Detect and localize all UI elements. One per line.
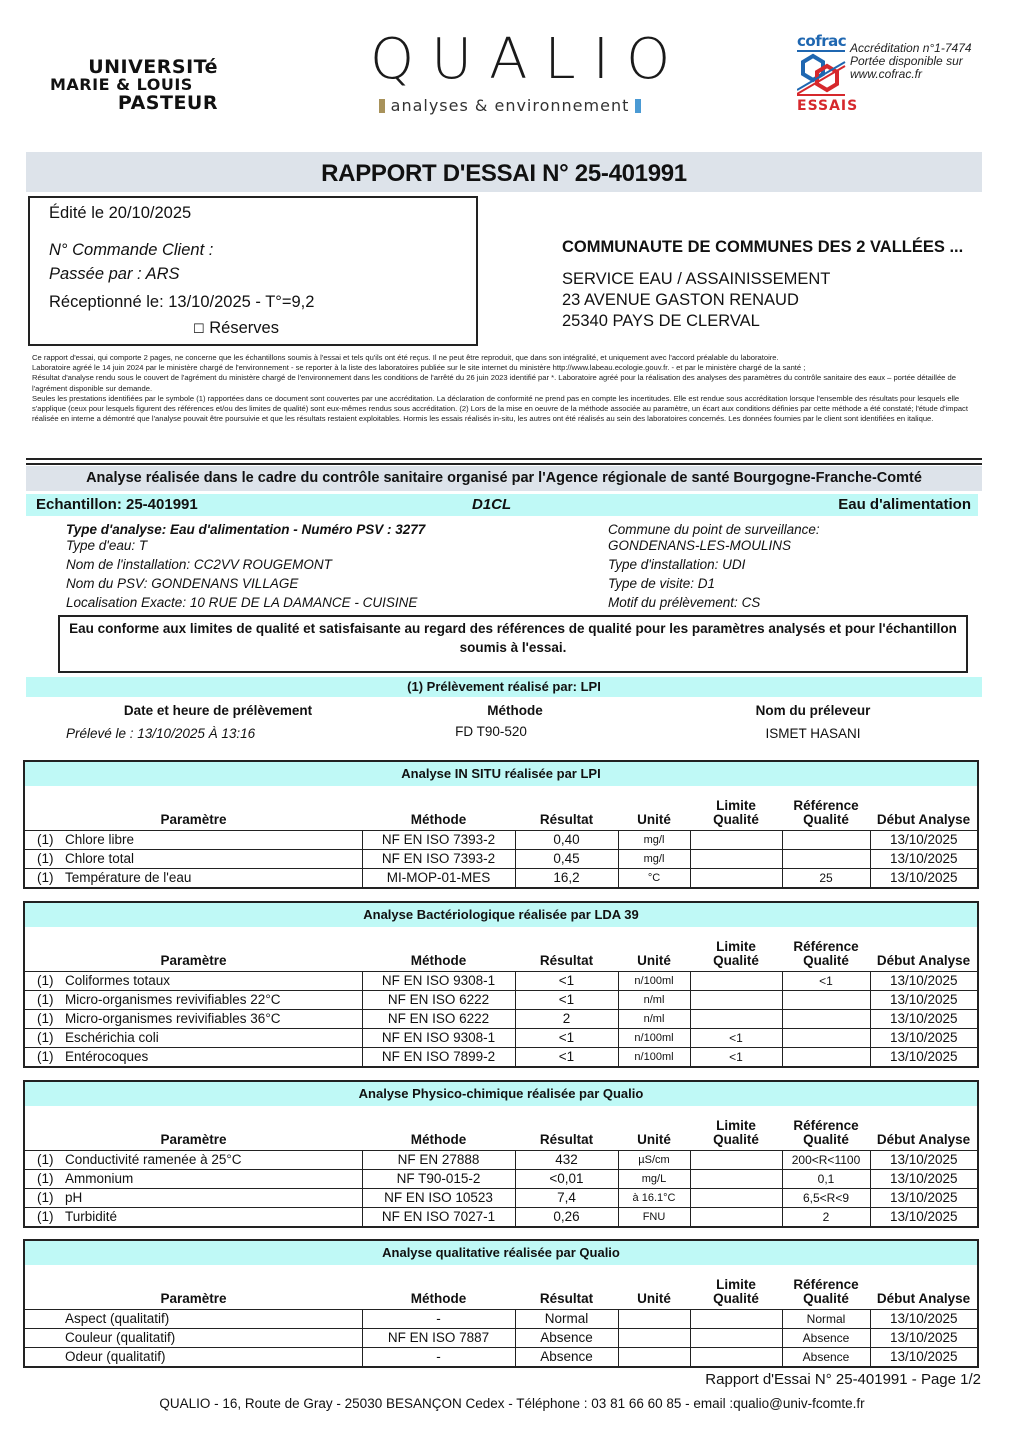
parameter-name: Turbidité <box>65 1209 118 1224</box>
qualio-brand: QUALIO <box>370 27 688 92</box>
cell-methode: NF EN ISO 9308-1 <box>362 972 515 991</box>
cell-parametre <box>25 991 362 1010</box>
sample-id: Echantillon: 25-401991 <box>36 496 198 513</box>
cell-methode: NF EN ISO 7887 <box>362 1329 515 1348</box>
cell-unite: n/100ml <box>618 1048 690 1067</box>
header-limite-qualite-text: Limite <box>716 939 756 954</box>
header-methode <box>362 1106 515 1151</box>
cell-limite-qualite <box>690 869 782 888</box>
cell-debut-analyse: 13/10/2025 <box>870 1310 977 1329</box>
header-resultat <box>515 927 618 972</box>
cell-methode: NF EN ISO 7899-2 <box>362 1048 515 1067</box>
header-reference-qualite-text: Qualité <box>803 953 849 968</box>
table-header-row <box>25 927 977 972</box>
cell-parametre <box>25 1029 362 1048</box>
cell-limite-qualite: <1 <box>690 1029 782 1048</box>
parameter-name: Aspect (qualitatif) <box>65 1311 170 1326</box>
analysis-table <box>23 901 979 1068</box>
cell-limite-qualite <box>690 991 782 1010</box>
table-row <box>25 1151 977 1170</box>
cell-limite-qualite <box>690 1151 782 1170</box>
cell-reference-qualite: 0,1 <box>782 1170 870 1189</box>
cell-methode: NF EN ISO 9308-1 <box>362 1029 515 1048</box>
cell-parametre <box>25 850 362 869</box>
parameter-name: Micro-organismes revivifiables 36°C <box>65 1011 281 1026</box>
cell-parametre <box>25 1151 362 1170</box>
table-row <box>25 1048 977 1067</box>
cell-methode: NF EN ISO 7393-2 <box>362 850 515 869</box>
header-methode-text: Méthode <box>410 1132 467 1147</box>
table-title: Analyse Bactériologique réalisée par LDA 39 <box>25 903 977 927</box>
cell-parametre <box>25 869 362 888</box>
header-debut-analyse <box>870 786 977 831</box>
commune-value: GONDENANS-LES-MOULINS <box>608 538 792 553</box>
cell-limite-qualite <box>690 1208 782 1227</box>
cell-parametre <box>25 1329 362 1348</box>
cell-resultat: <1 <box>515 1029 618 1048</box>
edited-date: Édité le 20/10/2025 <box>49 204 192 222</box>
reserves-label: Réserves <box>209 319 279 337</box>
header-reference-qualite-text: Référence <box>793 939 859 954</box>
accreditation-marker: (1) <box>37 1171 54 1186</box>
cofrac-name: cofrac <box>797 32 847 50</box>
header-reference-qualite-text: Qualité <box>803 1132 849 1147</box>
header-resultat <box>515 1106 618 1151</box>
cell-methode: NF EN ISO 6222 <box>362 991 515 1010</box>
header-resultat <box>515 786 618 831</box>
university-logo <box>50 58 218 112</box>
accreditation-marker: (1) <box>37 851 54 866</box>
university-logo-line2: MARIE & LOUIS <box>50 75 193 94</box>
table-row <box>25 1208 977 1227</box>
cell-debut-analyse: 13/10/2025 <box>870 1151 977 1170</box>
header-debut-analyse <box>870 927 977 972</box>
cell-reference-qualite: Absence <box>782 1348 870 1367</box>
legal-disclaimer <box>32 353 980 424</box>
table-header-row <box>25 786 977 831</box>
psv-name: Nom du PSV: GONDENANS VILLAGE <box>66 576 299 591</box>
cell-resultat: Absence <box>515 1348 618 1367</box>
divider <box>26 458 982 460</box>
analysis-table <box>23 1239 979 1368</box>
header-parametre <box>25 786 362 831</box>
header-unite <box>618 1106 690 1151</box>
header-limite-qualite <box>690 927 782 972</box>
parameter-name: Micro-organismes revivifiables 22°C <box>65 992 281 1007</box>
header-methode-text: Méthode <box>410 812 467 827</box>
header-resultat-text: Résultat <box>539 812 594 827</box>
table-row <box>25 831 977 850</box>
table-header-row <box>25 1265 977 1310</box>
analysis-table <box>23 760 979 889</box>
cell-debut-analyse: 13/10/2025 <box>870 850 977 869</box>
accreditation-marker: (1) <box>37 832 54 847</box>
header-reference-qualite-text: Qualité <box>803 1291 849 1306</box>
table-row <box>25 850 977 869</box>
header-reference-qualite-text: Référence <box>793 798 859 813</box>
sample-type: Eau d'alimentation <box>838 496 971 513</box>
header-limite-qualite-text: Qualité <box>713 1291 759 1306</box>
table-row <box>25 1310 977 1329</box>
cell-unite: µS/cm <box>618 1151 690 1170</box>
installation-name: Nom de l'installation: CC2VV ROUGEMONT <box>66 557 332 572</box>
cell-reference-qualite: Absence <box>782 1329 870 1348</box>
header-resultat <box>515 1265 618 1310</box>
client-address-line1: SERVICE EAU / ASSAINISSEMENT <box>562 270 831 288</box>
qualio-logo <box>360 27 688 115</box>
cell-debut-analyse: 13/10/2025 <box>870 1029 977 1048</box>
cell-debut-analyse: 13/10/2025 <box>870 831 977 850</box>
cell-parametre <box>25 1189 362 1208</box>
cell-limite-qualite <box>690 972 782 991</box>
cell-parametre <box>25 1010 362 1029</box>
cell-limite-qualite <box>690 1329 782 1348</box>
cell-resultat: <1 <box>515 1048 618 1067</box>
client-order-number: N° Commande Client : <box>49 241 214 259</box>
cofrac-accreditation-text <box>850 42 972 81</box>
accreditation-marker: (1) <box>37 973 54 988</box>
header-limite-qualite-text: Qualité <box>713 812 759 827</box>
cell-reference-qualite: Normal <box>782 1310 870 1329</box>
cell-methode: - <box>362 1348 515 1367</box>
header-reference-qualite <box>782 927 870 972</box>
cell-reference-qualite <box>782 831 870 850</box>
cell-reference-qualite: 2 <box>782 1208 870 1227</box>
cell-resultat: 0,26 <box>515 1208 618 1227</box>
cell-methode: - <box>362 1310 515 1329</box>
header-resultat-text: Résultat <box>539 1291 594 1306</box>
header-parametre <box>25 1265 362 1310</box>
client-name: COMMUNAUTE DE COMMUNES DES 2 VALLÉES ... <box>562 238 964 256</box>
reserves-checkbox[interactable]: ☐ <box>193 321 205 336</box>
cell-unite: à 16.1°C <box>618 1189 690 1208</box>
header-unite-text: Unité <box>637 812 671 827</box>
table-title: Analyse IN SITU réalisée par LPI <box>25 762 977 786</box>
cell-methode: MI-MOP-01-MES <box>362 869 515 888</box>
header-debut-analyse-text: Début Analyse <box>876 1291 971 1306</box>
table-row <box>25 1010 977 1029</box>
cell-debut-analyse: 13/10/2025 <box>870 1170 977 1189</box>
accreditation-number: Accréditation n°1-7474 <box>850 41 972 55</box>
cell-parametre <box>25 1170 362 1189</box>
cell-resultat: 0,45 <box>515 850 618 869</box>
cell-debut-analyse: 13/10/2025 <box>870 1329 977 1348</box>
cofrac-link[interactable]: www.cofrac.fr <box>850 67 923 81</box>
header-unite <box>618 1265 690 1310</box>
cell-parametre <box>25 972 362 991</box>
accreditation-marker: (1) <box>37 1152 54 1167</box>
disclaimer-paragraph: Ce rapport d'essai, qui comporte 2 pages, ne concerne que les échantillons soumis à l'essai et tels qu'ils ont été reçus. Il ne peut être reproduit, que dans son intégralité, et uniquement avec l'accord préalable du laboratoire. <box>32 353 779 362</box>
cell-resultat: 7,4 <box>515 1189 618 1208</box>
table-title: Analyse Physico-chimique réalisée par Qualio <box>25 1082 977 1106</box>
cell-methode: NF EN ISO 7393-2 <box>362 831 515 850</box>
cell-unite: FNU <box>618 1208 690 1227</box>
cell-debut-analyse: 13/10/2025 <box>870 869 977 888</box>
table-row <box>25 869 977 888</box>
reserves-row <box>193 319 279 338</box>
cell-resultat: <1 <box>515 991 618 1010</box>
disclaimer-paragraph: Résultat d'analyse rendu sous le couvert de l'agrément du ministère chargé de l'environnement dans les conditions de l'arrêté du 26 juin 2023 identifié par *. Laboratoire agréé pour la réalisation des analyses des paramètres du contrôle sanitaire des eaux – portée détaillée de l'agrément disponible sur demande. <box>32 373 956 393</box>
cell-limite-qualite <box>690 1310 782 1329</box>
header-parametre-text: Paramètre <box>160 812 227 827</box>
disclaimer-paragraph: Seules les prestations identifiées par le symbole (1) rapportées dans ce document sont couvertes par une accréditation. La déclaration de conformité ne prend pas en compte les incertitudes. Elle est rendue sous accréditation lorsque l'ensemble des résultats pour lesquels elle s'applique (ceux pour lesquels figurent des références et/ou des limites de qualité) sont eux-mêmes rendus sous accréditation. (2) Lors de la mise en oeuvre de la méthode associée au paramètre, un écart aux conditions définies par cette méthode a été constaté; l'étude d'impact réalisée en interne a démontré que l'analyse pouvait être poursuivie et que les résultats restaient exploitables. Hormis les essais réalisés in-situ, les autres ont été réalisés au sein des laboratoires concernés. Les données fournies par le client sont identifiées en italique. <box>32 393 968 424</box>
ordered-by: Passée par : ARS <box>49 265 180 283</box>
cell-limite-qualite <box>690 1189 782 1208</box>
cofrac-accreditation <box>797 32 997 117</box>
accreditation-marker: (1) <box>37 870 54 885</box>
client-address-line2: 23 AVENUE GASTON RENAUD <box>562 291 799 309</box>
page-indicator: Rapport d'Essai N° 25-401991 - Page 1/2 <box>705 1371 981 1388</box>
cell-methode: NF EN 27888 <box>362 1151 515 1170</box>
commune-label: Commune du point de surveillance: <box>608 522 820 537</box>
cell-resultat: Absence <box>515 1329 618 1348</box>
table-row <box>25 1189 977 1208</box>
university-logo-line3: PASTEUR <box>117 92 218 114</box>
table-header-row <box>25 1106 977 1151</box>
cell-debut-analyse: 13/10/2025 <box>870 991 977 1010</box>
parameter-name: pH <box>65 1190 83 1205</box>
cell-unite: n/100ml <box>618 972 690 991</box>
header-methode-text: Méthode <box>410 953 467 968</box>
cell-limite-qualite <box>690 1010 782 1029</box>
sampling-reason: Motif du prélèvement: CS <box>608 595 761 610</box>
header-resultat-text: Résultat <box>539 1132 594 1147</box>
parameter-name: Odeur (qualitatif) <box>65 1349 166 1364</box>
cell-limite-qualite: <1 <box>690 1048 782 1067</box>
header-reference-qualite-text: Référence <box>793 1118 859 1133</box>
report-title: RAPPORT D'ESSAI N° 25-401991 <box>26 152 982 192</box>
cell-unite <box>618 1348 690 1367</box>
header-methode <box>362 927 515 972</box>
header-reference-qualite <box>782 1106 870 1151</box>
header-unite <box>618 786 690 831</box>
cell-resultat: <1 <box>515 972 618 991</box>
accreditation-marker: (1) <box>37 1030 54 1045</box>
cell-debut-analyse: 13/10/2025 <box>870 1208 977 1227</box>
analysis-type: Type d'analyse: Eau d'alimentation - Numéro PSV : 3277 <box>66 522 426 537</box>
cell-unite <box>618 1310 690 1329</box>
analysis-table <box>23 1080 979 1228</box>
header-limite-qualite-text: Limite <box>716 1277 756 1292</box>
cell-reference-qualite: <1 <box>782 972 870 991</box>
cell-debut-analyse: 13/10/2025 <box>870 1348 977 1367</box>
accreditation-marker: (1) <box>37 1011 54 1026</box>
cell-reference-qualite: 25 <box>782 869 870 888</box>
header-limite-qualite-text: Qualité <box>713 1132 759 1147</box>
header-reference-qualite <box>782 1265 870 1310</box>
header-limite-qualite <box>690 786 782 831</box>
disclaimer-paragraph: Laboratoire agréé le 14 juin 2024 par le ministère chargé de l'environnement - se reporter à la liste des laboratoires publiée sur le site internet du ministère http://www.labeau.ecologie.gouv.fr. - et par le ministère chargé de la santé ; <box>32 363 806 373</box>
cell-unite: n/ml <box>618 1010 690 1029</box>
order-info-box <box>28 196 478 346</box>
header-limite-qualite <box>690 1265 782 1310</box>
sampler-name: ISMET HASANI <box>765 726 861 741</box>
sampling-banner: (1) Prélèvement réalisé par: LPI <box>26 677 982 697</box>
header-parametre <box>25 927 362 972</box>
parameter-name: Entérocoques <box>65 1049 149 1064</box>
cell-parametre <box>25 1208 362 1227</box>
parameter-name: Conductivité ramenée à 25°C <box>65 1152 242 1167</box>
parameter-name: Coliformes totaux <box>65 973 171 988</box>
accreditation-scope: Portée disponible sur <box>850 54 963 68</box>
client-address <box>562 238 963 332</box>
accreditation-marker: (1) <box>37 1209 54 1224</box>
header-unite-text: Unité <box>637 953 671 968</box>
visit-type: Type de visite: D1 <box>608 576 716 591</box>
header-parametre-text: Paramètre <box>160 1291 227 1306</box>
header-limite-qualite <box>690 1106 782 1151</box>
cell-limite-qualite <box>690 1348 782 1367</box>
cell-reference-qualite: 200<R<1100 <box>782 1151 870 1170</box>
cell-unite <box>618 1329 690 1348</box>
header-reference-qualite-text: Référence <box>793 1277 859 1292</box>
parameter-name: Chlore libre <box>65 832 135 847</box>
parameter-name: Chlore total <box>65 851 135 866</box>
cell-parametre <box>25 831 362 850</box>
installation-type: Type d'installation: UDI <box>608 557 746 572</box>
cell-unite: n/ml <box>618 991 690 1010</box>
accreditation-marker: (1) <box>37 1190 54 1205</box>
cell-parametre <box>25 1348 362 1367</box>
received-date: Réceptionné le: 13/10/2025 - T°=9,2 <box>49 293 315 311</box>
cell-debut-analyse: 13/10/2025 <box>870 1048 977 1067</box>
header-debut-analyse-text: Début Analyse <box>876 812 971 827</box>
cell-debut-analyse: 13/10/2025 <box>870 972 977 991</box>
cell-methode: NF EN ISO 6222 <box>362 1010 515 1029</box>
cell-resultat: Normal <box>515 1310 618 1329</box>
header-resultat-text: Résultat <box>539 953 594 968</box>
cofrac-essais-label: ESSAIS <box>797 98 859 114</box>
cell-resultat: <0,01 <box>515 1170 618 1189</box>
divider <box>26 463 982 465</box>
sample-bar <box>26 494 978 516</box>
qualio-tagline: analyses & environnement <box>390 96 630 115</box>
lab-address-footer: QUALIO - 16, Route de Gray - 25030 BESANÇON Cedex - Téléphone : 03 81 66 60 85 - email :qualio@univ-fcomte.fr <box>159 1396 865 1411</box>
client-address-line3: 25340 PAYS DE CLERVAL <box>562 312 760 330</box>
cell-resultat: 2 <box>515 1010 618 1029</box>
cell-debut-analyse: 13/10/2025 <box>870 1189 977 1208</box>
cell-reference-qualite <box>782 991 870 1010</box>
header-reference-qualite-text: Qualité <box>803 812 849 827</box>
header-limite-qualite-text: Limite <box>716 798 756 813</box>
cell-parametre <box>25 1310 362 1329</box>
sampling-header-sampler: Nom du préleveur <box>755 703 871 718</box>
header-parametre-text: Paramètre <box>160 953 227 968</box>
cell-resultat: 0,40 <box>515 831 618 850</box>
cell-methode: NF EN ISO 7027-1 <box>362 1208 515 1227</box>
water-type: Type d'eau: T <box>66 538 148 553</box>
header-limite-qualite-text: Limite <box>716 1118 756 1133</box>
parameter-name: Ammonium <box>65 1171 134 1186</box>
cell-reference-qualite <box>782 1010 870 1029</box>
header-unite-text: Unité <box>637 1132 671 1147</box>
accreditation-marker: (1) <box>37 992 54 1007</box>
cell-reference-qualite: 6,5<R<9 <box>782 1189 870 1208</box>
header-debut-analyse-text: Début Analyse <box>876 1132 971 1147</box>
header-methode-text: Méthode <box>410 1291 467 1306</box>
exact-location: Localisation Exacte: 10 RUE DE LA DAMANCE - CUISINE <box>66 595 418 610</box>
table-row <box>25 991 977 1010</box>
header-parametre-text: Paramètre <box>160 1132 227 1147</box>
cell-reference-qualite <box>782 1029 870 1048</box>
table-row <box>25 1029 977 1048</box>
table-row <box>25 1170 977 1189</box>
blue-square-icon <box>635 99 641 113</box>
sample-code: D1CL <box>472 496 512 513</box>
table-row <box>25 972 977 991</box>
sampling-date: Prélevé le : 13/10/2025 À 13:16 <box>66 726 256 741</box>
header-parametre <box>25 1106 362 1151</box>
cell-reference-qualite <box>782 1048 870 1067</box>
gold-square-icon <box>379 99 385 113</box>
university-logo-line1: UNIVERSITé <box>88 56 218 78</box>
sampling-header-date: Date et heure de prélèvement <box>123 703 313 718</box>
ars-banner: Analyse réalisée dans le cadre du contrôle sanitaire organisé par l'Agence régionale de santé Bourgogne-Franche-Comté <box>26 466 982 491</box>
parameter-name: Eschérichia coli <box>65 1030 159 1045</box>
header-debut-analyse <box>870 1106 977 1151</box>
header-unite-text: Unité <box>637 1291 671 1306</box>
header-limite-qualite-text: Qualité <box>713 953 759 968</box>
cell-limite-qualite <box>690 831 782 850</box>
cell-resultat: 16,2 <box>515 869 618 888</box>
parameter-name: Couleur (qualitatif) <box>65 1330 176 1345</box>
header-methode <box>362 786 515 831</box>
cell-reference-qualite <box>782 850 870 869</box>
table-title: Analyse qualitative réalisée par Qualio <box>25 1241 977 1265</box>
sampling-header-method: Méthode <box>487 703 543 718</box>
table-row <box>25 1348 977 1367</box>
cell-unite: mg/l <box>618 850 690 869</box>
cell-methode: NF T90-015-2 <box>362 1170 515 1189</box>
accreditation-marker: (1) <box>37 1049 54 1064</box>
header-reference-qualite <box>782 786 870 831</box>
qualio-tagline-row <box>360 96 660 115</box>
conformity-statement: Eau conforme aux limites de qualité et satisfaisante au regard des références de qualité pour les paramètres analysés et pour l'échantillon soumis à l'essai. <box>58 615 968 673</box>
header-debut-analyse <box>870 1265 977 1310</box>
cell-unite: mg/l <box>618 831 690 850</box>
cell-unite: n/100ml <box>618 1029 690 1048</box>
cell-limite-qualite <box>690 1170 782 1189</box>
cell-debut-analyse: 13/10/2025 <box>870 1010 977 1029</box>
cell-parametre <box>25 1048 362 1067</box>
header-methode <box>362 1265 515 1310</box>
header-unite <box>618 927 690 972</box>
table-row <box>25 1329 977 1348</box>
cell-unite: °C <box>618 869 690 888</box>
cell-unite: mg/L <box>618 1170 690 1189</box>
header-debut-analyse-text: Début Analyse <box>876 953 971 968</box>
cell-methode: NF EN ISO 10523 <box>362 1189 515 1208</box>
cell-limite-qualite <box>690 850 782 869</box>
parameter-name: Température de l'eau <box>65 870 192 885</box>
sampling-method: FD T90-520 <box>455 724 527 739</box>
cell-resultat: 432 <box>515 1151 618 1170</box>
